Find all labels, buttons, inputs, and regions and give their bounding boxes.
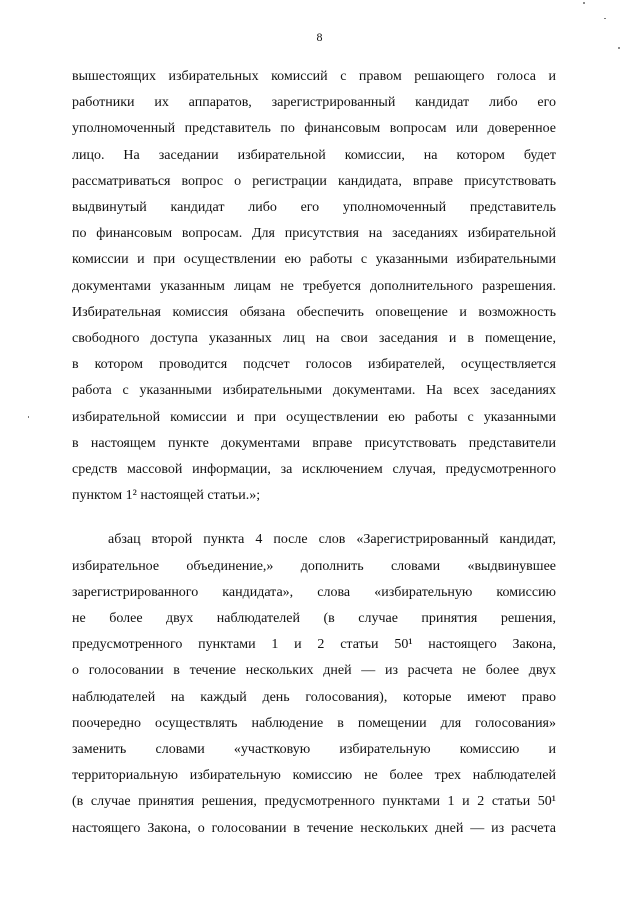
scan-speck	[583, 2, 585, 4]
text-line: выдвинутый кандидат либо его уполномоченный представитель	[72, 200, 556, 216]
text-line: наблюдателей на каждый день голосования), которые имеют право	[72, 689, 556, 705]
text-line: по финансовым вопросам. Для присутствия на заседаниях избирательной	[72, 226, 556, 242]
paragraph-gap	[72, 509, 556, 527]
text-line: избирательной комиссии и при осуществлении ею работы с указанными	[72, 409, 556, 425]
text-line: (в случае принятия решения, предусмотренного пунктами 1 и 2 статьи 50¹	[72, 794, 556, 810]
text-line: территориальную избирательную комиссию не более трех наблюдателей	[72, 768, 556, 784]
scan-speck	[28, 416, 29, 418]
text-line: свободного доступа указанных лиц на свои заседания и в помещение,	[72, 331, 556, 347]
text-line: лицо. На заседании избирательной комиссии, на котором будет	[72, 147, 556, 163]
document-body	[72, 64, 556, 842]
text-line: комиссии и при осуществлении ею работы с указанными избирательными	[72, 252, 556, 268]
text-line: пунктом 1² настоящей статьи.»;	[72, 488, 261, 504]
text-line: поочередно осуществлять наблюдение в помещении для голосования»	[72, 715, 556, 731]
scan-speck	[618, 47, 620, 49]
page-number: 8	[316, 30, 323, 44]
text-line: о голосовании в течение нескольких дней — из расчета не более двух	[72, 663, 556, 679]
text-line: заменить словами «участковую избирательную комиссию и	[72, 742, 556, 758]
text-line: работники их аппаратов, зарегистрированный кандидат либо его	[72, 95, 556, 111]
text-line: документами указанным лицам не требуется дополнительного разрешения.	[72, 278, 556, 294]
text-line: средств массовой информации, за исключением случая, предусмотренного	[72, 462, 556, 478]
text-line: абзац второй пункта 4 после слов «Зарегистрированный кандидат,	[108, 532, 556, 548]
text-line: Избирательная комиссия обязана обеспечить оповещение и возможность	[72, 304, 556, 320]
text-line: уполномоченный представитель по финансовым вопросам или доверенное	[72, 121, 556, 137]
text-line: избирательное объединение,» дополнить словами «выдвинувшее	[72, 558, 556, 574]
text-line: в настоящем пункте документами вправе присутствовать представители	[72, 435, 556, 451]
text-line: работа с указанными избирательными документами. На всех заседаниях	[72, 383, 556, 399]
text-line: в котором проводится подсчет голосов избирателей, осуществляется	[72, 357, 556, 373]
text-line: не более двух наблюдателей (в случае принятия решения,	[72, 611, 556, 627]
text-line: зарегистрированного кандидата», слова «избирательную комиссию	[72, 584, 556, 600]
scan-speck	[604, 18, 606, 19]
text-line: предусмотренного пунктами 1 и 2 статьи 50¹ настоящего Закона,	[72, 637, 556, 653]
text-line: настоящего Закона, о голосовании в течение нескольких дней — из расчета	[72, 820, 556, 836]
text-line: рассматриваться вопрос о регистрации кандидата, вправе присутствовать	[72, 173, 556, 189]
text-line: вышестоящих избирательных комиссий с правом решающего голоса и	[72, 69, 556, 84]
